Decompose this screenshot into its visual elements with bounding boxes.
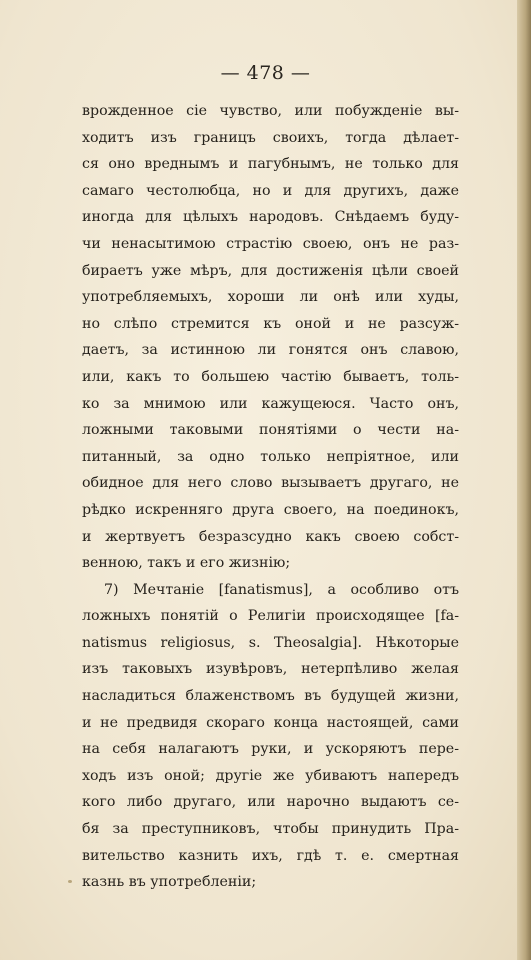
- text-line: и не предвидя скораго конца настоящей, сами: [82, 714, 459, 731]
- text-line: но слѣпо стремится къ оной и не разсуж-: [82, 315, 459, 332]
- text-line: обидное для него слово вызываетъ другаго, не: [82, 475, 459, 492]
- text-line: ложныхъ понятій о Религіи происходящее [fa-: [82, 608, 459, 625]
- text-line: употребляемыхъ, хороши ли онѣ или худы,: [82, 289, 459, 306]
- text-line: ко за мнимою или кажущеюся. Часто онъ,: [82, 395, 459, 412]
- text-line: бираетъ уже мѣръ, для достиженія цѣли своей: [82, 262, 459, 279]
- text-line: и жертвуетъ безразсудно какъ своею собст-: [82, 528, 459, 545]
- text-line: на себя налагаютъ руки, и ускоряютъ пере-: [82, 741, 459, 758]
- paper-speck: [68, 880, 72, 883]
- text-line: ложными таковыми понятіями о чести на-: [82, 422, 459, 439]
- text-line: питанный, за одно только непріятное, или: [82, 448, 459, 465]
- text-line: даетъ, за истинною ли гонятся онъ славою,: [82, 342, 459, 359]
- text-line: кого либо другаго, или нарочно выдаютъ се-: [82, 794, 459, 811]
- text-line: бя за преступниковъ, чтобы принудить Пра-: [82, 821, 459, 838]
- text-line: рѣдко искренняго друга своего, на поединокъ,: [82, 501, 459, 518]
- text-line: ходъ изъ оной; другіе же убиваютъ напередъ: [82, 767, 459, 784]
- text-line: ходитъ изъ границъ своихъ, тогда дѣлает-: [82, 129, 459, 146]
- text-line: врожденное сіе чувство, или побужденіе вы-: [82, 103, 459, 119]
- page-edge: [517, 0, 531, 960]
- text-line: казнь въ употребленіи;: [82, 874, 257, 891]
- text-line: самаго честолюбца, но и для другихъ, даже: [82, 182, 459, 199]
- text-line: иногда для цѣлыхъ народовъ. Снѣдаемъ буду-: [82, 209, 459, 226]
- text-line: или, какъ то большею частію бываетъ, толь-: [82, 368, 459, 385]
- text-line: чи ненасытимою страстію своею, онъ не раз-: [82, 235, 459, 252]
- text-line: вительство казнить ихъ, гдѣ т. е. смертная: [82, 847, 459, 864]
- text-line: изъ таковыхъ изувѣровъ, нетерпѣливо желая: [82, 661, 459, 678]
- text-line: ся оно вреднымъ и пагубнымъ, не только для: [82, 156, 459, 173]
- page-number: — 478 —: [220, 62, 311, 84]
- text-line: венною, такъ и его жизнію;: [82, 555, 291, 572]
- text-line: насладиться блаженствомъ въ будущей жизни,: [82, 688, 459, 705]
- text-line: 7) Мечтаніе [fanatismus], а особливо отъ: [104, 581, 459, 598]
- text-line: natismus religiosus, s. Theosalgia]. Нѣкоторые: [82, 634, 459, 651]
- body-text: [82, 98, 459, 896]
